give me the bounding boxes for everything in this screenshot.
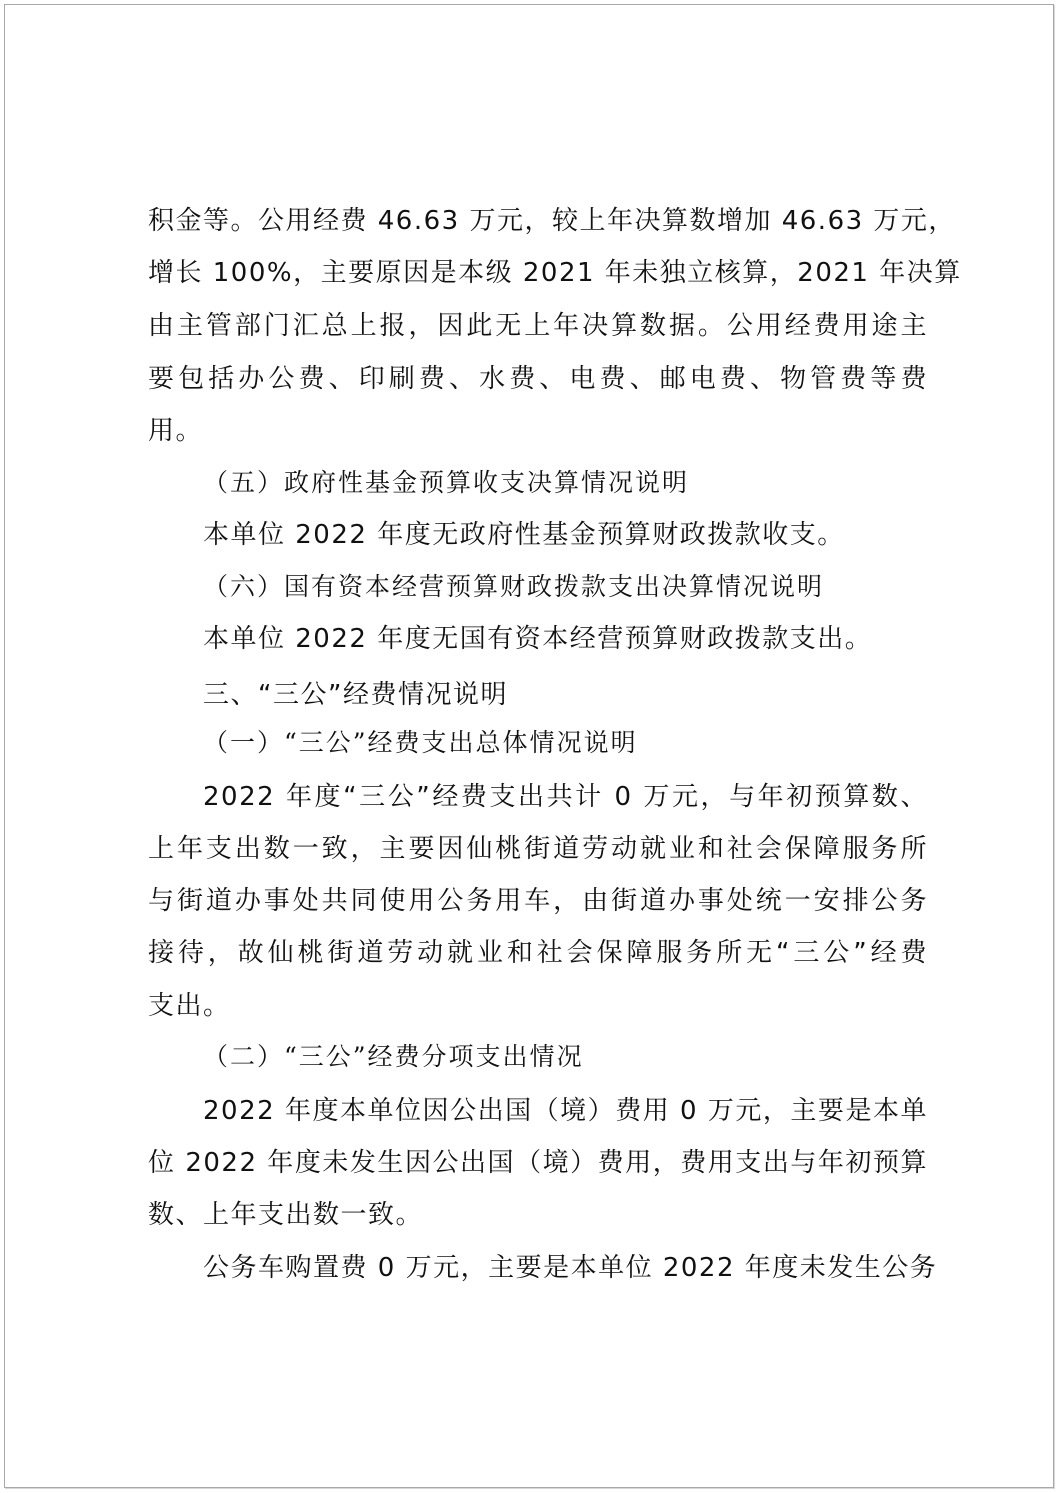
paragraph-line: 用。 <box>148 416 204 446</box>
paragraph-line: 积金等。公用经费 46.63 万元，较上年决算数增加 46.63 万元， <box>148 206 956 236</box>
paragraph-line: 本单位 2022 年度无政府性基金预算财政拨款收支。 <box>203 520 845 550</box>
paragraph-line: 接待，故仙桃街道劳动就业和社会保障服务所无“三公”经费 <box>148 938 928 968</box>
paragraph-line: 2022 年度“三公”经费支出共计 0 万元，与年初预算数、 <box>203 782 928 812</box>
paragraph-line: 增长 100%，主要原因是本级 2021 年未独立核算，2021 年决算 <box>148 258 962 288</box>
paragraph-line: 2022 年度本单位因公出国（境）费用 0 万元，主要是本单 <box>203 1096 928 1126</box>
paragraph-line: 由主管部门汇总上报，因此无上年决算数据。公用经费用途主 <box>148 311 928 341</box>
paragraph-line: 要包括办公费、印刷费、水费、电费、邮电费、物管费等费 <box>148 364 928 394</box>
paragraph-line: 公务车购置费 0 万元，主要是本单位 2022 年度未发生公务 <box>203 1253 938 1283</box>
subsection-heading: （六）国有资本经营预算财政拨款支出决算情况说明 <box>203 572 825 601</box>
paragraph-line: 本单位 2022 年度无国有资本经营预算财政拨款支出。 <box>203 624 873 654</box>
paragraph-line: 与街道办事处共同使用公务用车，由街道办事处统一安排公务 <box>148 886 928 916</box>
paragraph-line: 数、上年支出数一致。 <box>148 1200 424 1230</box>
paragraph-line: 位 2022 年度未发生因公出国（境）费用，费用支出与年初预算 <box>148 1148 928 1178</box>
subsection-heading: （五）政府性基金预算收支决算情况说明 <box>203 468 690 497</box>
subsection-heading: （二）“三公”经费分项支出情况 <box>203 1042 584 1071</box>
subsection-heading: （一）“三公”经费支出总体情况说明 <box>203 728 638 757</box>
paragraph-line: 支出。 <box>148 991 231 1021</box>
paragraph-line: 上年支出数一致，主要因仙桃街道劳动就业和社会保障服务所 <box>148 834 928 864</box>
section-heading: 三、“三公”经费情况说明 <box>203 680 508 710</box>
